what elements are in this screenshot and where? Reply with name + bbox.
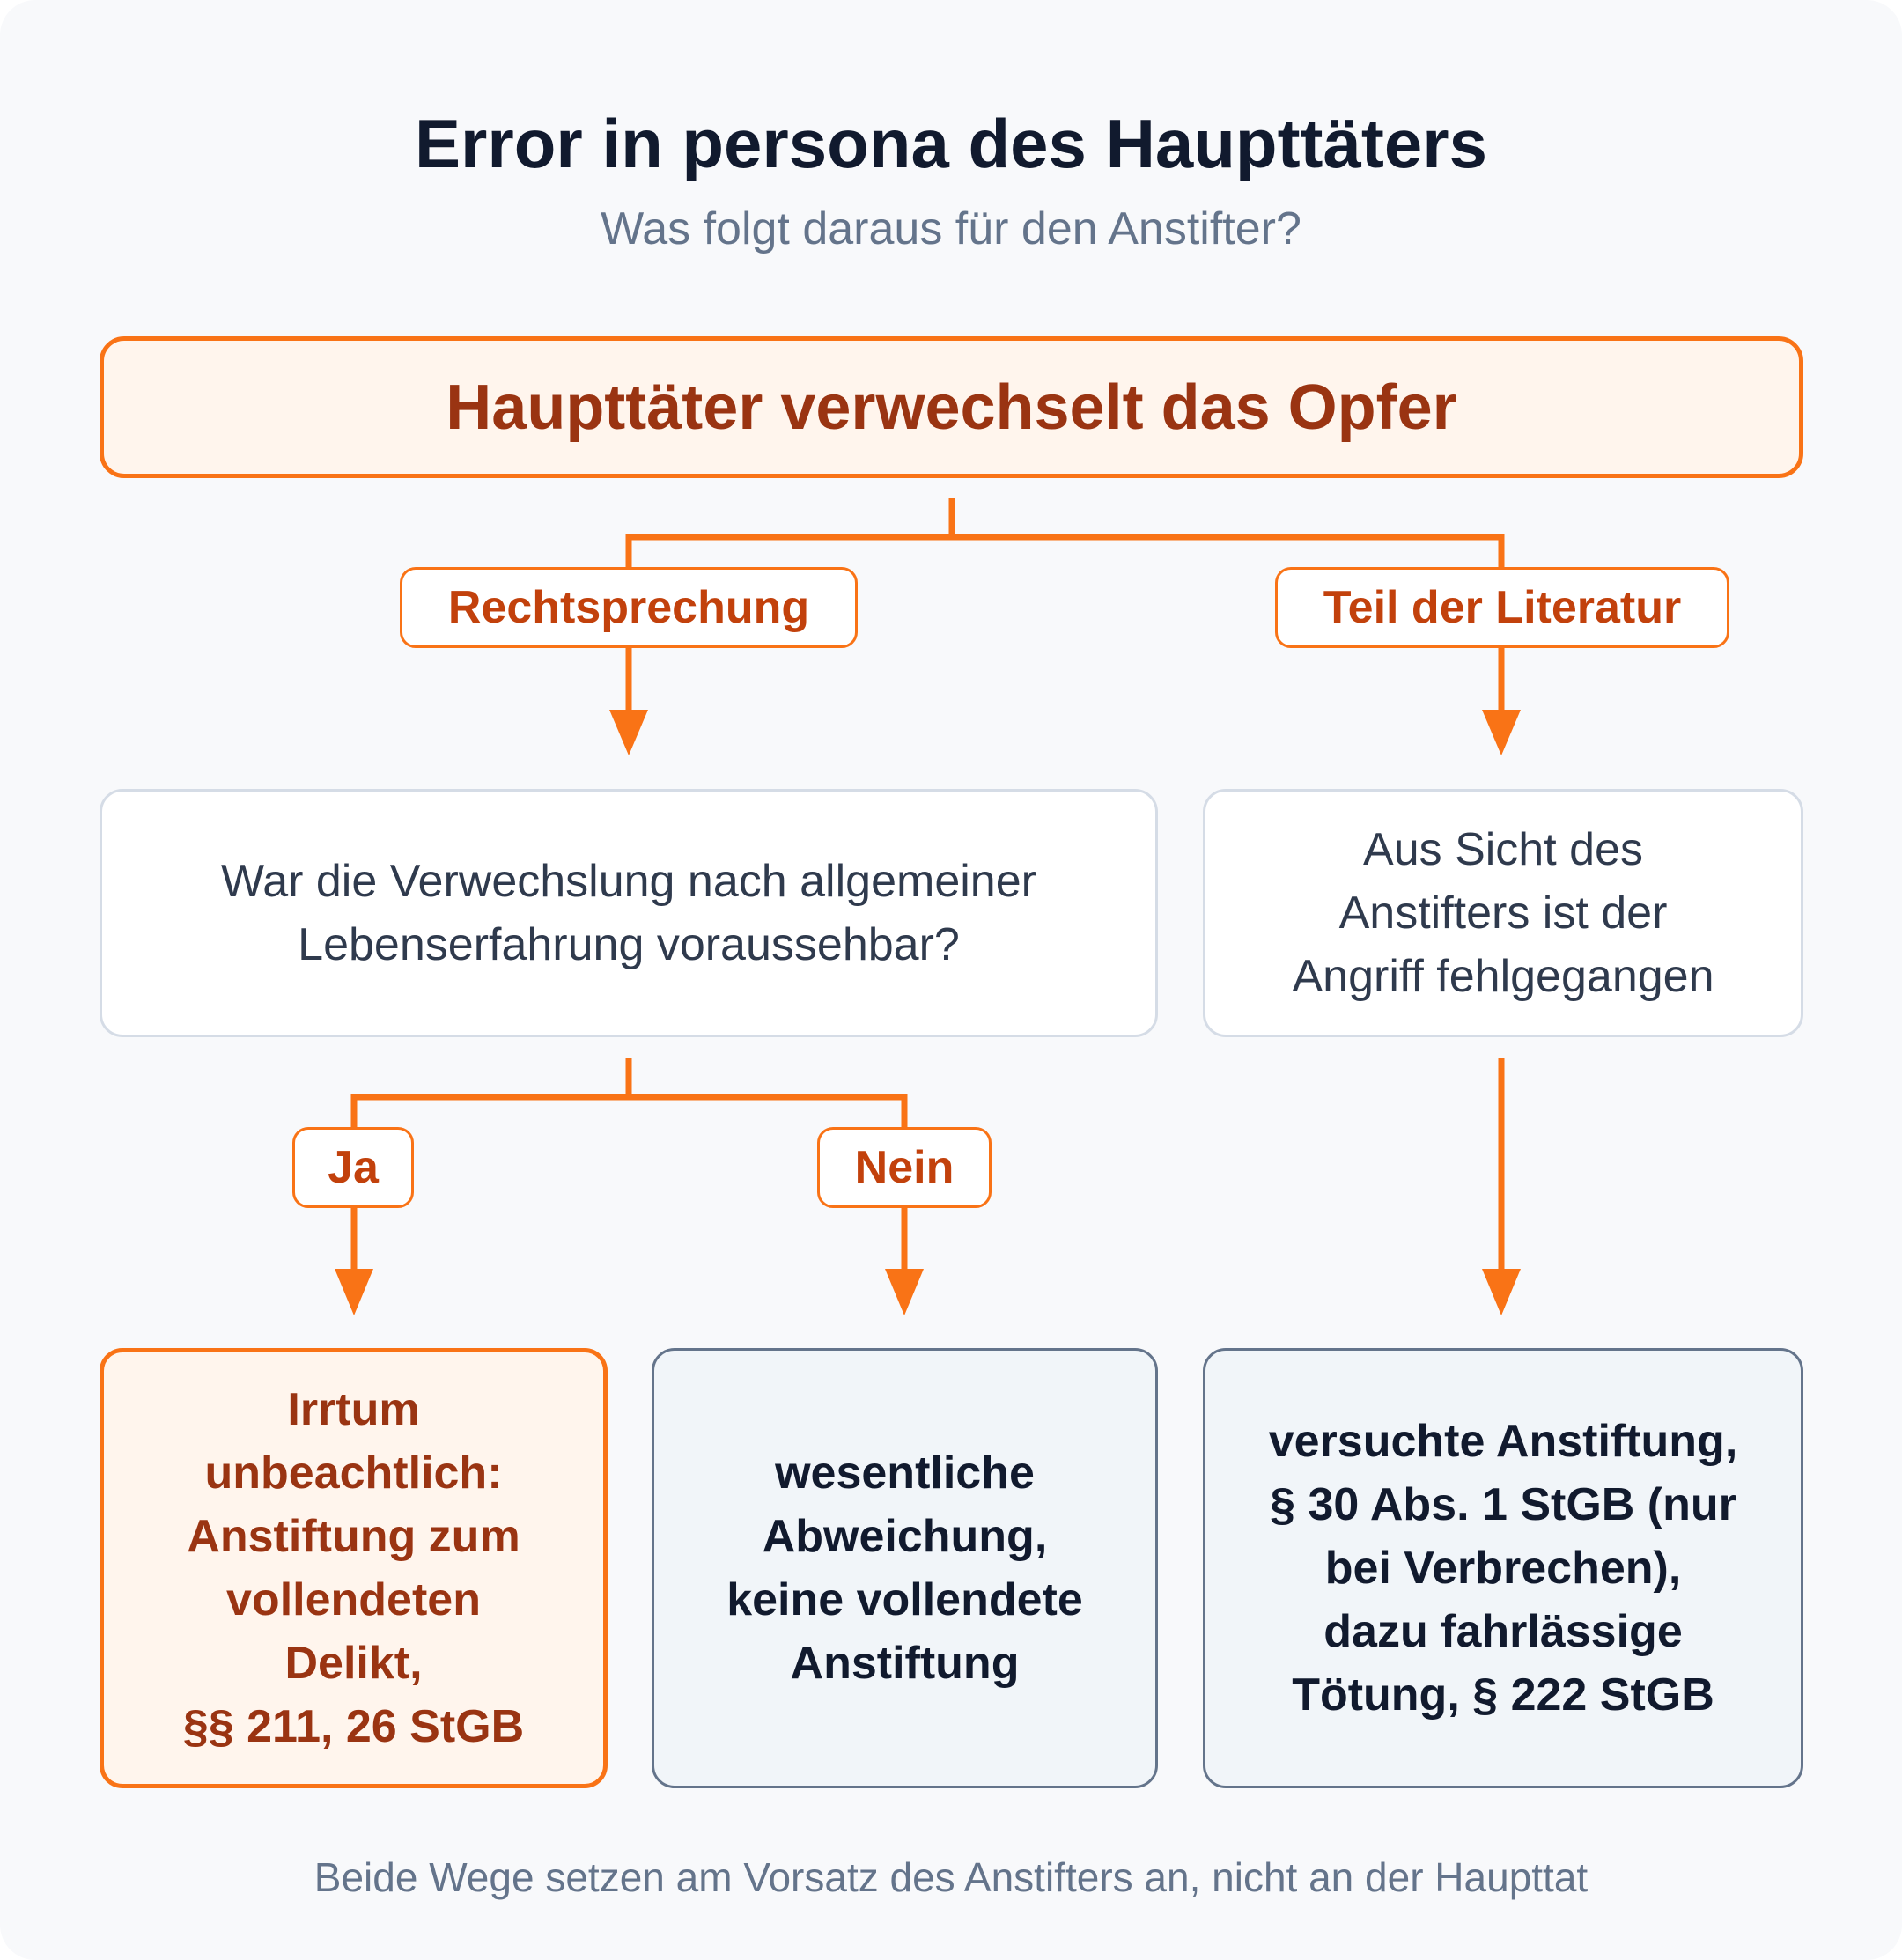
result-lit-line-2: § 30 Abs. 1 StGB (nur <box>1270 1479 1736 1530</box>
result-yes-line-3: Anstiftung zum <box>187 1511 520 1562</box>
result-lit-line-3: bei Verbrechen), <box>1324 1543 1682 1594</box>
label-teil-der-literatur: Teil der Literatur <box>1275 567 1729 648</box>
arrowhead-left <box>609 710 648 755</box>
result-yes-line-6: §§ 211, 26 StGB <box>182 1701 525 1752</box>
node-literature-view <box>1203 789 1803 1037</box>
literature-line-1: Aus Sicht des <box>1363 824 1643 875</box>
diagram-footer-note: Beide Wege setzen am Vorsatz des Anstifters an, nicht an der Haupttat <box>313 1854 1589 1900</box>
result-lit-line-1: versuchte Anstiftung, <box>1268 1416 1738 1467</box>
result-yes-line-4: vollendeten <box>226 1574 481 1625</box>
diagram-title: Error in persona des Haupttäters <box>415 105 1487 182</box>
literature-line-3: Angriff fehlgegangen <box>1292 951 1714 1002</box>
node-question-foreseeable <box>100 789 1158 1037</box>
literature-line-2: Anstifters ist der <box>1338 888 1668 939</box>
question-line-1: War die Verwechslung nach allgemeiner <box>221 856 1036 907</box>
question-line-2: Lebenserfahrung voraussehbar? <box>298 919 960 970</box>
node-main-event: Haupttäter verwechselt das Opfer <box>100 336 1803 478</box>
result-no-line-4: Anstiftung <box>790 1638 1020 1689</box>
arrowhead-right <box>1482 710 1521 755</box>
result-lit-line-5: Tötung, § 222 StGB <box>1292 1669 1714 1721</box>
result-no-line-2: Abweichung, <box>762 1511 1048 1562</box>
result-no-line-3: keine vollendete <box>726 1574 1083 1625</box>
result-irrtum-unbeachtlich <box>100 1348 608 1788</box>
result-yes-line-2: unbeachtlich: <box>204 1448 503 1499</box>
result-lit-line-4: dazu fahrlässige <box>1323 1606 1683 1657</box>
label-ja: Ja <box>292 1127 414 1208</box>
result-yes-line-5: Delikt, <box>284 1638 423 1689</box>
result-no-line-1: wesentliche <box>775 1448 1035 1499</box>
arrowhead-literature <box>1482 1269 1521 1315</box>
result-wesentliche-abweichung <box>652 1348 1158 1788</box>
result-versuchte-anstiftung <box>1203 1348 1803 1788</box>
label-nein: Nein <box>817 1127 992 1208</box>
arrowhead-ja <box>335 1269 373 1315</box>
result-yes-line-1: Irrtum <box>287 1384 420 1435</box>
arrowhead-nein <box>885 1269 924 1315</box>
diagram-subtitle: Was folgt daraus für den Anstifter? <box>601 203 1301 254</box>
label-rechtsprechung: Rechtsprechung <box>400 567 858 648</box>
